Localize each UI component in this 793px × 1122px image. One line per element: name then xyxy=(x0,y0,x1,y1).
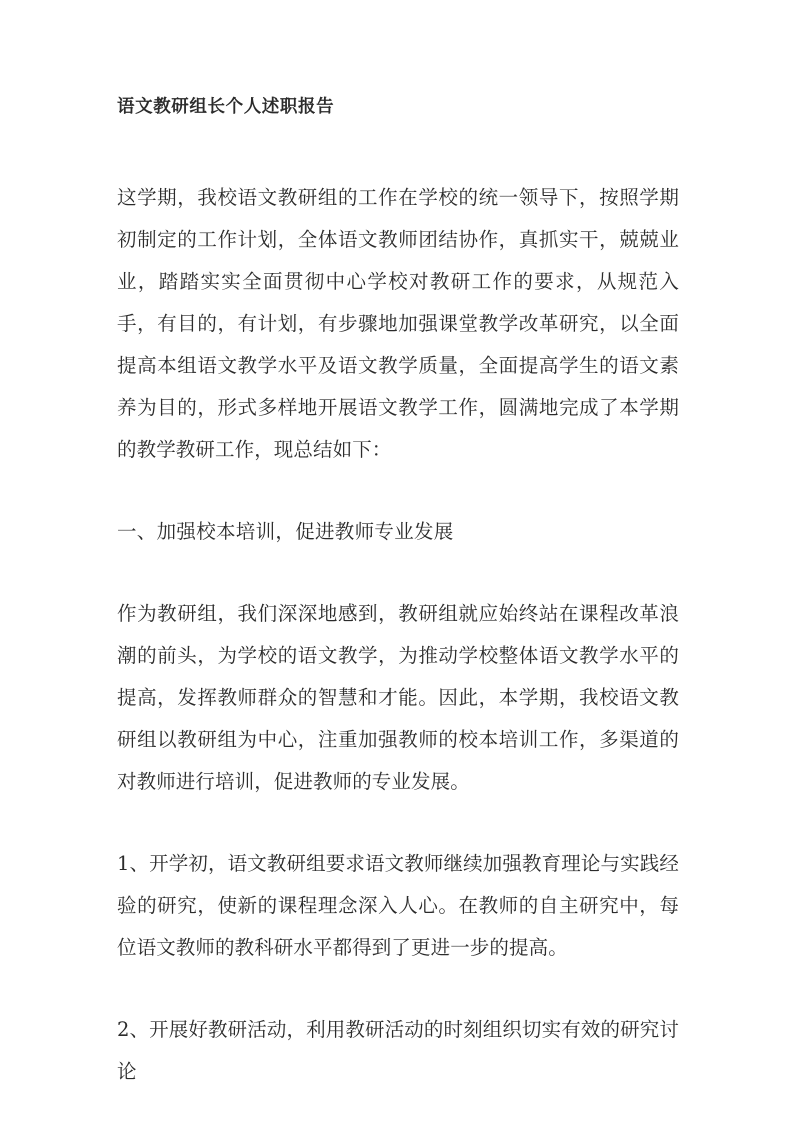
page-title: 语文教研组长个人述职报告 xyxy=(117,97,335,117)
spacer-before-item-1 xyxy=(117,803,679,843)
page-bottom-whitespace xyxy=(117,1093,679,1122)
spacer-before-heading-1 xyxy=(117,471,679,511)
spacer-before-item-2 xyxy=(117,969,679,1009)
paragraph-section-1-body: 作为教研组，我们深深地感到，教研组就应始终站在课程改革浪潮的前头，为学校的语文教学，为推动学校整体语文教学水平的提高，发挥教师群众的智慧和才能。因此，本学期，我校语文教研组以教研组为中心，注重加强教师的校本培训工作，多渠道的对教师进行培训，促进教师的专业发展。 xyxy=(117,602,679,793)
section-heading-1: 一、加强校本培训，促进教师专业发展 xyxy=(117,520,454,543)
document-content xyxy=(117,92,679,1122)
spacer-after-heading-1 xyxy=(117,553,679,593)
list-item-2: 2、开展好教研活动，利用教研活动的时刻组织切实有效的研究讨论 xyxy=(117,1018,679,1083)
spacer-after-title xyxy=(117,122,679,177)
list-item-1: 1、开学初，语文教研组要求语文教师继续加强教育理论与实践经验的研究，使新的课程理念深入人心。在教师的自主研究中，每位语文教师的教科研水平都得到了更进一步的提高。 xyxy=(117,852,679,959)
paragraph-intro: 这学期，我校语文教研组的工作在学校的统一领导下，按照学期初制定的工作计划，全体语文教师团结协作，真抓实干，兢兢业业，踏踏实实全面贯彻中心学校对教研工作的要求，从规范入手，有目的，有计划，有步骤地加强课堂教学改革研究，以全面提高本组语文教学水平及语文教学质量，全面提高学生的语文素养为目的，形式多样地开展语文教学工作，圆满地完成了本学期的教学教研工作，现总结如下： xyxy=(117,186,679,461)
